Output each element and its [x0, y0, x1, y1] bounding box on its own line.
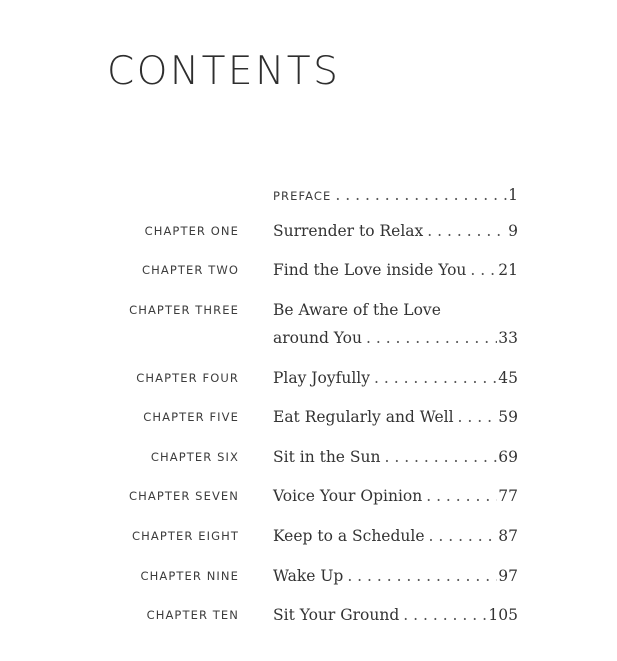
toc-entry-title: PREFACE	[273, 189, 332, 203]
toc-entry-title: Be Aware of the Love	[273, 301, 441, 319]
toc-page-number: 69	[498, 448, 518, 466]
toc-page-number: 33	[498, 329, 518, 347]
dot-leader	[429, 522, 498, 550]
toc-entry-title: Wake Up	[273, 567, 344, 585]
toc-page-number: 97	[498, 567, 518, 585]
dot-leader	[403, 601, 487, 629]
chapter-label: CHAPTER FOUR	[136, 371, 239, 385]
dot-leader	[426, 482, 497, 510]
toc-page-number: 59	[498, 408, 518, 426]
chapter-label: CHAPTER NINE	[140, 569, 239, 583]
toc-entry[interactable]	[273, 296, 518, 352]
toc-entry-title: Sit Your Ground	[273, 606, 400, 624]
chapter-label: CHAPTER TWO	[142, 263, 239, 277]
toc-entry[interactable]	[273, 403, 518, 431]
chapter-label: CHAPTER THREE	[129, 303, 239, 317]
toc-entry[interactable]	[273, 562, 518, 590]
dot-leader	[427, 217, 507, 245]
toc-entry[interactable]	[273, 217, 518, 245]
toc-page-number: 105	[488, 606, 518, 624]
toc-entry[interactable]	[273, 443, 518, 471]
chapter-label: CHAPTER SIX	[150, 450, 239, 464]
toc-entry-title-continued: around You	[273, 329, 362, 347]
chapter-label: CHAPTER FIVE	[143, 410, 239, 424]
toc-page-number: 21	[498, 261, 518, 279]
dot-leader	[347, 562, 497, 590]
toc-entry[interactable]	[273, 256, 518, 284]
chapter-label: CHAPTER ONE	[144, 224, 239, 238]
toc-entry[interactable]	[273, 482, 518, 510]
toc-entry[interactable]	[273, 601, 518, 629]
chapter-label: CHAPTER SEVEN	[128, 489, 239, 503]
toc-entry-title: Keep to a Schedule	[273, 527, 425, 545]
toc-entry[interactable]	[273, 181, 518, 210]
toc-page-number: 87	[498, 527, 518, 545]
toc-entry-title: Find the Love inside You	[273, 261, 467, 279]
dot-leader	[335, 181, 507, 209]
toc-page-number: 9	[508, 222, 518, 240]
toc-entry-title: Surrender to Relax	[273, 222, 424, 240]
dot-leader	[374, 364, 497, 392]
chapter-label: CHAPTER TEN	[146, 608, 239, 622]
toc-page-number: 1	[508, 186, 518, 204]
chapter-label: CHAPTER EIGHT	[132, 529, 239, 543]
dot-leader	[470, 256, 497, 284]
toc-page-number: 45	[498, 369, 518, 387]
toc-entry-title: Play Joyfully	[273, 369, 371, 387]
dot-leader	[385, 443, 498, 471]
toc-entry-title: Sit in the Sun	[273, 448, 381, 466]
toc-entry[interactable]	[273, 364, 518, 392]
dot-leader	[366, 324, 497, 352]
toc-entry[interactable]	[273, 522, 518, 550]
toc-page-number: 77	[498, 487, 518, 505]
dot-leader	[458, 403, 498, 431]
page-title: CONTENTS	[107, 49, 341, 94]
toc-entry-title: Eat Regularly and Well	[273, 408, 454, 426]
toc-entry-title: Voice Your Opinion	[273, 487, 423, 505]
